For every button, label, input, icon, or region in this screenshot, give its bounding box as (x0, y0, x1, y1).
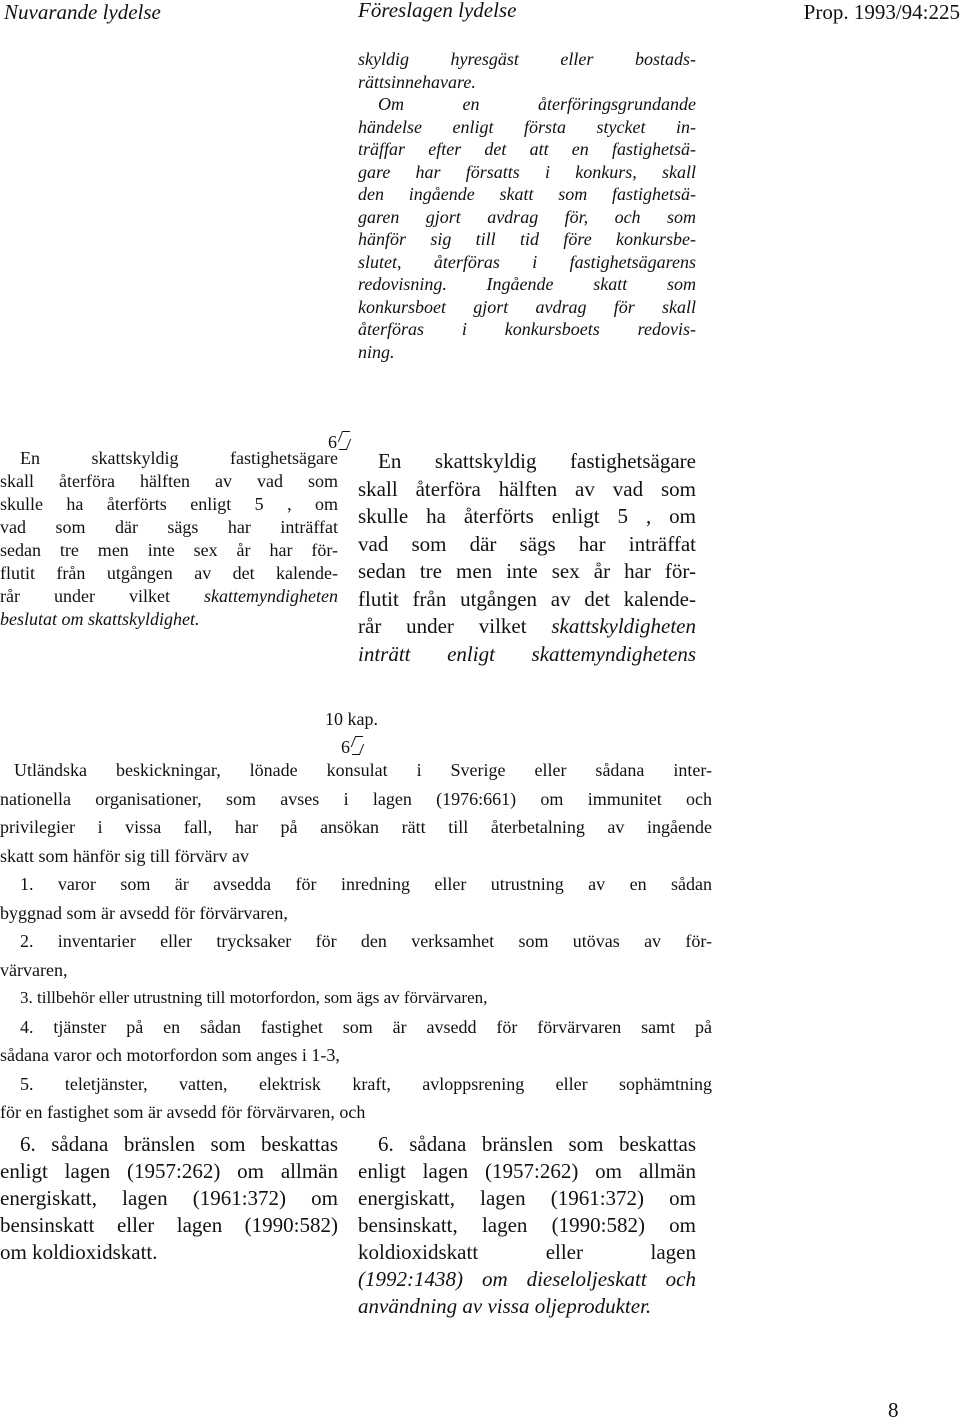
page-number: 8 (888, 1398, 899, 1422)
text-line: inträtt enligt skattemyndighetens (358, 641, 696, 666)
text-line: flutit från utgången av det kalende- (0, 563, 338, 583)
text-line: Utländska beskickningar, lönade konsulat i Sverige eller sådana inter- (14, 760, 712, 780)
text-line: privilegier i vissa fall, har på ansökan rätt till återbetalning av ingående (0, 817, 712, 837)
text-line: sådana varor och motorfordon som anges i 1-3, (0, 1045, 340, 1065)
text-line: skall återföra hälften av vad som (0, 471, 338, 491)
header-proposed-wording: Föreslagen lydelse (358, 0, 517, 22)
text-line: 5. teletjänster, vatten, elektrisk kraft, avloppsrening eller sophämtning (20, 1073, 712, 1094)
text-line: händelse enligt första stycket in- (358, 116, 696, 137)
full-width-section-text (0, 756, 712, 1127)
text-line: vad som där sägs har inträffat (358, 531, 696, 556)
header-proposition-number: Prop. 1993/94:225 (803, 0, 960, 24)
text-line: energiskatt, lagen (1961:372) om (0, 1186, 338, 1210)
text-line: gare har försatts i konkurs, skall (358, 161, 696, 182)
text-line: enligt lagen (1957:262) om allmän (358, 1159, 696, 1183)
text-line: 3. tillbehör eller utrustning till motorfordon, som ägs av förvärvaren, (20, 988, 488, 1007)
text-line: rättsinnehavare. (358, 71, 476, 92)
text-line: koldioxidskatt eller lagen (358, 1240, 696, 1264)
text-line: redovisning. Ingående skatt som (358, 274, 696, 294)
text-line: sedan tre men inte sex år har för- (358, 559, 696, 583)
text-line: beslutat om skattskyldighet. (0, 609, 200, 629)
text-line: skyldig hyresgäst eller bostads- (358, 49, 696, 69)
text-line: (1992:1438) om dieseloljeskatt och (358, 1267, 696, 1291)
current-wording-point-6 (0, 1131, 338, 1266)
text-line: byggnad som är avsedd för förvärvaren, (0, 902, 288, 923)
text-line: garen gjort avdrag för, och som (358, 206, 696, 227)
text-line: nationella organisationer, som avses i lagen (1976:661) om immunitet och (0, 788, 712, 809)
text-line: En skattskyldig fastighetsägare (20, 448, 338, 468)
text-line: ning. (358, 341, 395, 362)
text-line: skulle ha återförts enligt 5 , om (358, 504, 696, 528)
text-line: En skattskyldig fastighetsägare (378, 449, 696, 473)
text-line: sedan tre men inte sex år har för- (0, 540, 338, 560)
text-line: den ingående skatt som fastighetsä- (358, 184, 696, 204)
text-line: vad som där sägs har inträffat (0, 517, 338, 537)
text-line: hänför sig till tid före konkursbe- (358, 229, 696, 249)
chapter-heading: 10 kap. (325, 709, 378, 729)
text-line: 4. tjänster på en sådan fastighet som är avsedd för förvärvaren samt på (20, 1016, 712, 1037)
text-line: 6. sådana bränslen som beskattas (378, 1132, 696, 1156)
text-line: bensinskatt, lagen (1990:582) om (358, 1213, 696, 1237)
text-line: enligt lagen (1957:262) om allmän (0, 1159, 338, 1183)
text-line: träffar efter det att en fastighetsä- (358, 139, 696, 159)
text-line: värvaren, (0, 959, 68, 980)
text-line: återföras i konkursboets redovis- (358, 319, 696, 339)
section-sign-icon (337, 430, 351, 450)
text-line: skulle ha återförts enligt 5 , om (0, 494, 338, 514)
text-line: slutet, återföras i fastighetsägarens (358, 251, 696, 272)
text-line: rår under vilket skattskyldigheten (358, 614, 696, 638)
text-line: energiskatt, lagen (1961:372) om (358, 1186, 696, 1210)
text-line: 1. varor som är avsedda för inredning eller utrustning av en sådan (20, 874, 712, 894)
text-line: om koldioxidskatt. (0, 1240, 158, 1264)
text-line: 6. sådana bränslen som beskattas (20, 1132, 338, 1156)
text-line: 2. inventarier eller trycksaker för den verksamhet som utövas av för- (20, 931, 712, 951)
text-line: Om en återföringsgrundande (378, 94, 696, 114)
text-line: användning av vissa oljeprodukter. (358, 1294, 652, 1318)
section-sign-icon (350, 735, 364, 755)
header-current-wording: Nuvarande lydelse (4, 0, 161, 24)
text-line: konkursboet gjort avdrag för skall (358, 296, 696, 317)
section-number: 6 (328, 432, 337, 452)
current-wording-section-6 (0, 447, 338, 631)
top-right-text-block (358, 48, 696, 363)
text-line: bensinskatt eller lagen (1990:582) (0, 1213, 338, 1237)
proposed-wording-section-6 (358, 448, 696, 678)
text-line: skatt som hänför sig till förvärv av (0, 845, 249, 866)
text-line: rår under vilket skattemyndigheten (0, 586, 339, 606)
text-line: skall återföra hälften av vad som (358, 476, 696, 501)
text-line: för en fastighet som är avsedd för förvärvaren, och (0, 1102, 366, 1122)
text-line: flutit från utgången av det kalende- (358, 586, 696, 611)
proposed-wording-point-6 (358, 1131, 696, 1320)
section-number: 6 (341, 737, 350, 757)
